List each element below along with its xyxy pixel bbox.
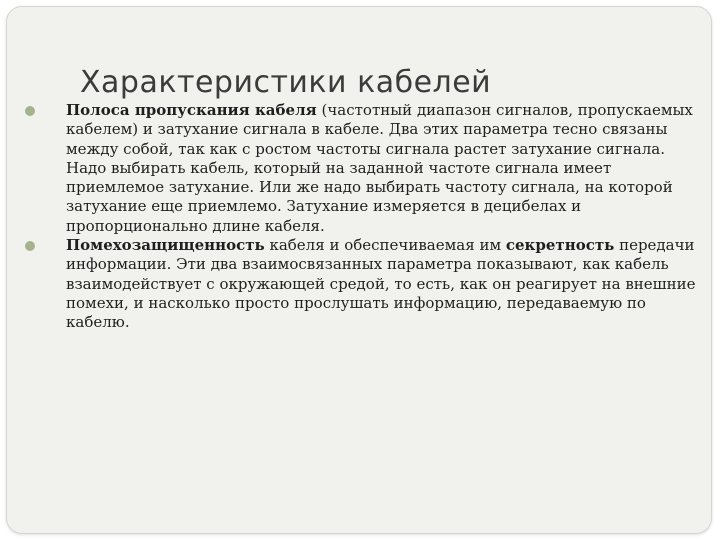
bullet-dot-icon [25,241,35,251]
noise-immunity-text-part1: кабеля и обеспечиваемая им [264,236,506,255]
slide [6,6,712,534]
bullet-list [21,101,697,333]
bullet-item-bandwidth [21,101,697,236]
term-secrecy: секретность [505,236,615,255]
slide-title: Характеристики кабелей [80,65,492,100]
noise-immunity-text-part2: передачи информации. Эти два взаимосвязанных параметра показывают, как кабель взаимодействует с окружающей средой, то есть, как он реагирует на внешние помехи, и насколько просто прослушать информацию, передаваемую по кабелю. [66,236,696,332]
bandwidth-description: (частотный диапазон сигналов, пропускаемых кабелем) и затухание сигнала в кабеле. Два этих параметра тесно связаны между собой, так как с ростом частоты сигнала растет затухание сигнала. Надо выбирать кабель, который на заданной частоте сигнала имеет приемлемое затухание. Или же надо выбирать частоту сигнала, на которой затухание еще приемлемо. Затухание измеряется в децибелах и пропорционально длине кабеля. [66,101,693,235]
term-bandwidth: Полоса пропускания кабеля [66,101,317,119]
bullet-dot-icon [25,106,35,116]
bullet-item-noise-immunity [21,236,697,332]
term-noise-immunity: Помехозащищенность [66,236,265,255]
